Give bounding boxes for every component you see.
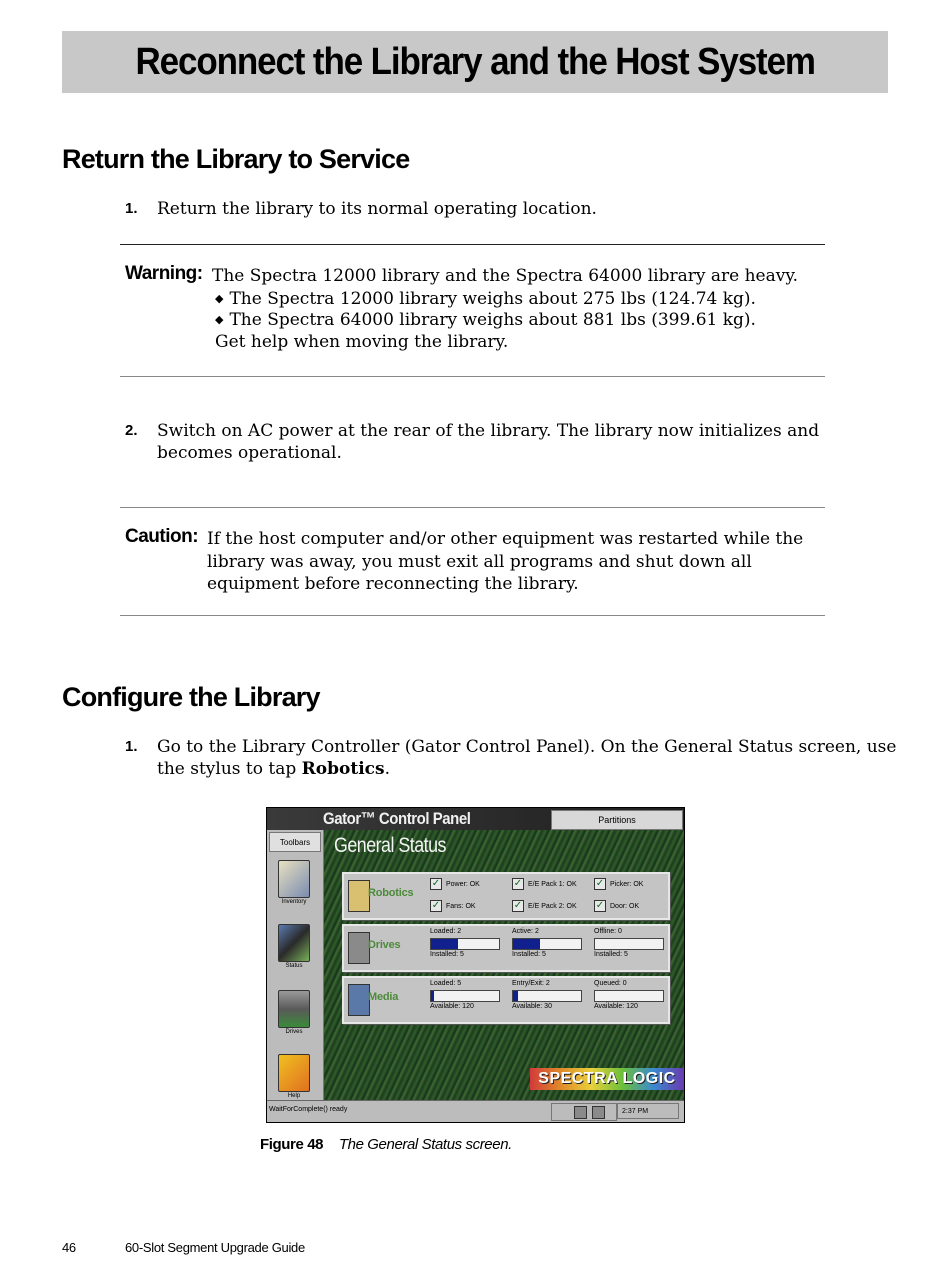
drives-installed: Installed: 5 <box>430 951 464 958</box>
inventory-icon <box>278 860 310 898</box>
section-heading-configure: Configure the Library <box>62 682 320 712</box>
caution-line-2: library was away, you must exit all programs and shut down all <box>207 552 752 572</box>
bullet-icon: ◆ <box>215 292 224 305</box>
media-available: Available: 120 <box>594 1003 638 1010</box>
drives-active: Active: 2 <box>512 928 539 935</box>
caution-label: Caution: <box>125 526 199 547</box>
page-title: Reconnect the Library and the Host System <box>135 40 815 83</box>
caution-line-1: If the host computer and/or other equipment was restarted while the <box>207 529 804 549</box>
warning-bullet-1: ◆ The Spectra 12000 library weighs about 275 lbs (124.74 kg). <box>215 289 756 309</box>
media-queued-bar <box>594 990 664 1002</box>
step-number: 1. <box>125 738 138 755</box>
caution-top-rule <box>120 507 825 508</box>
figure-text: The General Status screen. <box>338 1136 512 1153</box>
warning-top-rule <box>120 244 825 245</box>
figure-caption <box>260 1136 512 1153</box>
status-bar <box>267 1100 684 1123</box>
page-title-bar <box>62 31 888 93</box>
spectra-logic-logo: SPECTRA LOGIC <box>530 1068 684 1090</box>
picker-status: ✓ Picker: OK <box>595 878 644 889</box>
media-panel[interactable] <box>342 976 670 1024</box>
check-icon: ✓ <box>431 900 441 911</box>
drives-label: Drives <box>368 939 401 951</box>
media-queued: Queued: 0 <box>594 980 627 987</box>
media-loaded: Loaded: 5 <box>430 980 462 987</box>
check-icon: ✓ <box>595 900 605 911</box>
media-available: Available: 30 <box>512 1003 552 1010</box>
check-icon: ✓ <box>595 878 605 889</box>
media-label: Media <box>368 991 399 1003</box>
drives-active-bar <box>512 938 582 950</box>
check-icon: ✓ <box>513 878 523 889</box>
media-entry-exit-bar <box>512 990 582 1002</box>
drives-icon <box>278 990 310 1028</box>
drives-installed: Installed: 5 <box>594 951 628 958</box>
tab-partitions[interactable]: Partitions <box>551 810 683 830</box>
page-number: 46 <box>62 1240 76 1255</box>
check-icon: ✓ <box>513 900 523 911</box>
robotics-emphasis: Robotics <box>301 759 385 779</box>
help-icon <box>278 1054 310 1092</box>
drives-loaded-bar <box>430 938 500 950</box>
step-number: 1. <box>125 200 138 217</box>
drives-offline: Offline: 0 <box>594 928 622 935</box>
robotics-icon <box>348 880 370 912</box>
screen-title: General Status <box>334 834 446 857</box>
media-entry-exit: Entry/Exit: 2 <box>512 980 550 987</box>
step-number: 2. <box>125 422 138 439</box>
sidebar-item-inventory[interactable]: Inventory <box>276 860 312 905</box>
robotics-label: Robotics <box>368 887 414 899</box>
warning-bottom-rule <box>120 376 825 377</box>
figure-label: Figure 48 <box>260 1136 324 1153</box>
media-available: Available: 120 <box>430 1003 474 1010</box>
caution-line-3: equipment before reconnecting the library. <box>207 574 579 594</box>
warning-bullet-2: ◆ The Spectra 64000 library weighs about 881 lbs (399.61 kg). <box>215 310 756 330</box>
system-tray <box>551 1103 617 1121</box>
app-title-bar <box>267 808 684 830</box>
power-status: ✓ Power: OK <box>431 878 480 889</box>
step-text: Switch on AC power at the rear of the library. The library now initializes and becomes operational. <box>157 421 820 463</box>
ee-pack-2-status: ✓ E/E Pack 2: OK <box>513 900 577 911</box>
status-text: WaitForComplete() ready <box>269 1106 348 1113</box>
guide-title: 60-Slot Segment Upgrade Guide <box>125 1240 305 1255</box>
status-main-area <box>324 830 684 1100</box>
door-status: ✓ Door: OK <box>595 900 640 911</box>
media-icon <box>348 984 370 1016</box>
drives-offline-bar <box>594 938 664 950</box>
warning-line-4: Get help when moving the library. <box>215 332 509 352</box>
caution-bottom-rule <box>120 615 825 616</box>
toolbars-button[interactable]: Toolbars <box>269 832 321 852</box>
clock: 2:37 PM <box>617 1103 679 1119</box>
section-heading-return: Return the Library to Service <box>62 144 410 174</box>
step-text: Go to the Library Controller (Gator Control Panel). On the General Status screen, use the stylus to tap Robotics. <box>157 737 897 779</box>
ee-pack-1-status: ✓ E/E Pack 1: OK <box>513 878 577 889</box>
step-text: Return the library to its normal operating location. <box>157 199 597 219</box>
sidebar-toolbar <box>267 830 324 1100</box>
drives-panel[interactable] <box>342 924 670 972</box>
drives-loaded: Loaded: 2 <box>430 928 462 935</box>
drives-installed: Installed: 5 <box>512 951 546 958</box>
sidebar-item-help[interactable]: Help <box>276 1054 312 1099</box>
robotics-panel[interactable] <box>342 872 670 920</box>
warning-label: Warning: <box>125 263 203 284</box>
general-status-screenshot <box>266 807 685 1123</box>
check-icon: ✓ <box>431 878 441 889</box>
sidebar-item-status[interactable]: Status <box>276 924 312 969</box>
sidebar-item-drives[interactable]: Drives <box>276 990 312 1035</box>
status-icon <box>278 924 310 962</box>
tray-home-icon[interactable] <box>574 1106 587 1119</box>
tray-document-icon[interactable] <box>592 1106 605 1119</box>
media-loaded-bar <box>430 990 500 1002</box>
warning-line-1: The Spectra 12000 library and the Spectra 64000 library are heavy. <box>212 266 799 286</box>
drives-panel-icon <box>348 932 370 964</box>
bullet-icon: ◆ <box>215 313 224 326</box>
app-title: Gator™ Control Panel <box>323 809 471 828</box>
fans-status: ✓ Fans: OK <box>431 900 476 911</box>
